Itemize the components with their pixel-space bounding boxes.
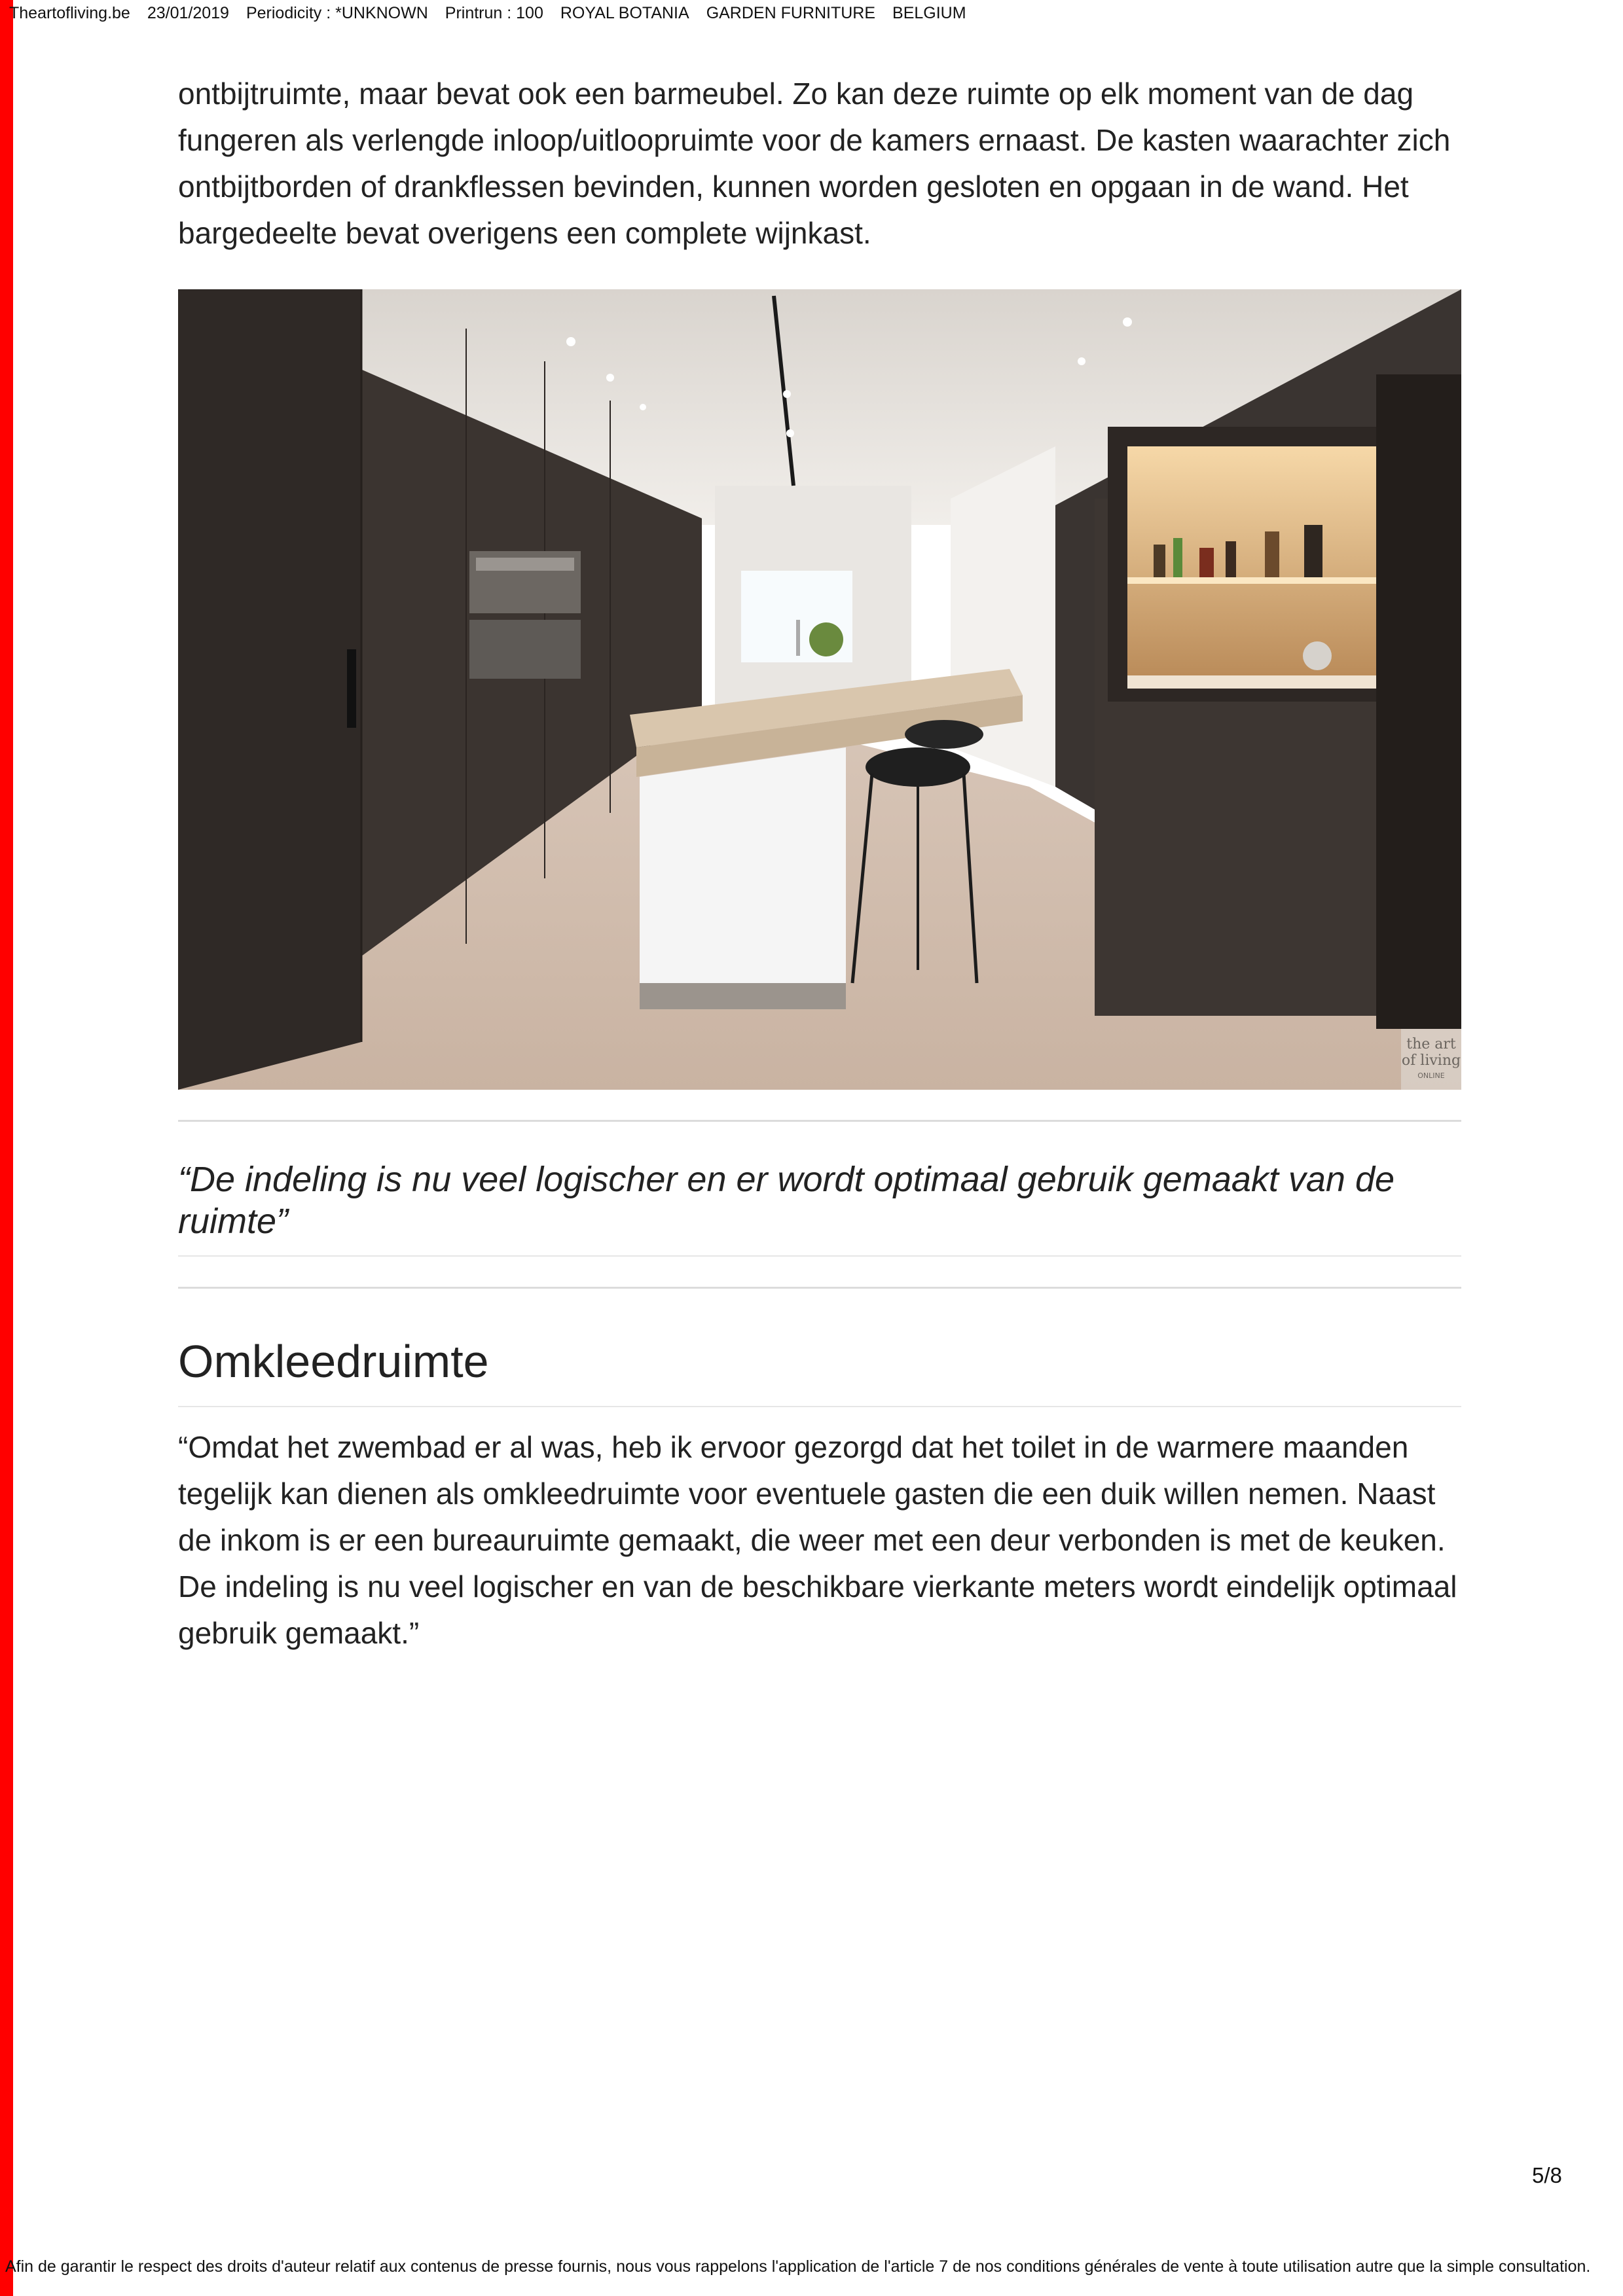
- svg-text:of living: of living: [1401, 1052, 1461, 1069]
- source-name: Theartofliving.be: [9, 4, 130, 22]
- copyright-footer: Afin de garantir le respect des droits d'auteur relatif aux contenus de presse fournis, nous vous rappelons l'application de l'article 7 de nos conditions générales de vente à toute utilisation autre que la simple consultation.: [5, 2257, 1591, 2276]
- quote-rule-bottom-2: [178, 1287, 1461, 1289]
- topic: GARDEN FURNITURE: [706, 4, 876, 22]
- section-paragraph: “Omdat het zwembad er al was, heb ik ervoor gezorgd dat het toilet in de warmere maanden tegelijk kan dienen als omkleedruimte voor eventuele gasten die een duik willen nemen. Naast de inkom is er een bureauruimte gemaakt, die weer met een deur verbonden is met de keuken. De indeling is nu veel logischer en van de beschikbare vierkante meters wordt eindelijk optimaal gebruik gemaakt.”: [178, 1430, 1457, 1650]
- intro-block: [178, 71, 1461, 257]
- section-heading: Omkleedruimte: [178, 1336, 489, 1387]
- client-name: ROYAL BOTANIA: [560, 4, 689, 22]
- heading-underline: [178, 1406, 1461, 1407]
- country: BELGIUM: [892, 4, 966, 22]
- quote-rule-top: [178, 1120, 1461, 1122]
- quote-rule-bottom-1: [178, 1255, 1461, 1257]
- section-block: [178, 1424, 1461, 1657]
- printrun: Printrun : 100: [445, 4, 543, 22]
- intro-paragraph: ontbijtruimte, maar bevat ook een barmeubel. Zo kan deze ruimte op elk moment van de dag fungeren als verlengde inloop/uitloopruimte voor de kamers ernaast. De kasten waarachter zich ontbijtborden of drankflessen bevinden, kunnen worden gesloten en opgaan in de wand. Het bargedeelte bevat overigens een complete wijnkast.: [178, 77, 1451, 250]
- watermark-logo: the art: [1406, 1036, 1456, 1052]
- press-clipping-header: [9, 4, 983, 23]
- publication-date: 23/01/2019: [147, 4, 229, 22]
- left-red-bar: [0, 0, 13, 2296]
- periodicity: Periodicity : *UNKNOWN: [246, 4, 428, 22]
- pull-quote: “De indeling is nu veel logischer en er wordt optimaal gebruik gemaakt van de ruimte”: [178, 1160, 1395, 1241]
- kitchen-photo: [178, 289, 1461, 1090]
- svg-text:ONLINE: ONLINE: [1417, 1071, 1445, 1080]
- page-number: 5/8: [1532, 2163, 1562, 2187]
